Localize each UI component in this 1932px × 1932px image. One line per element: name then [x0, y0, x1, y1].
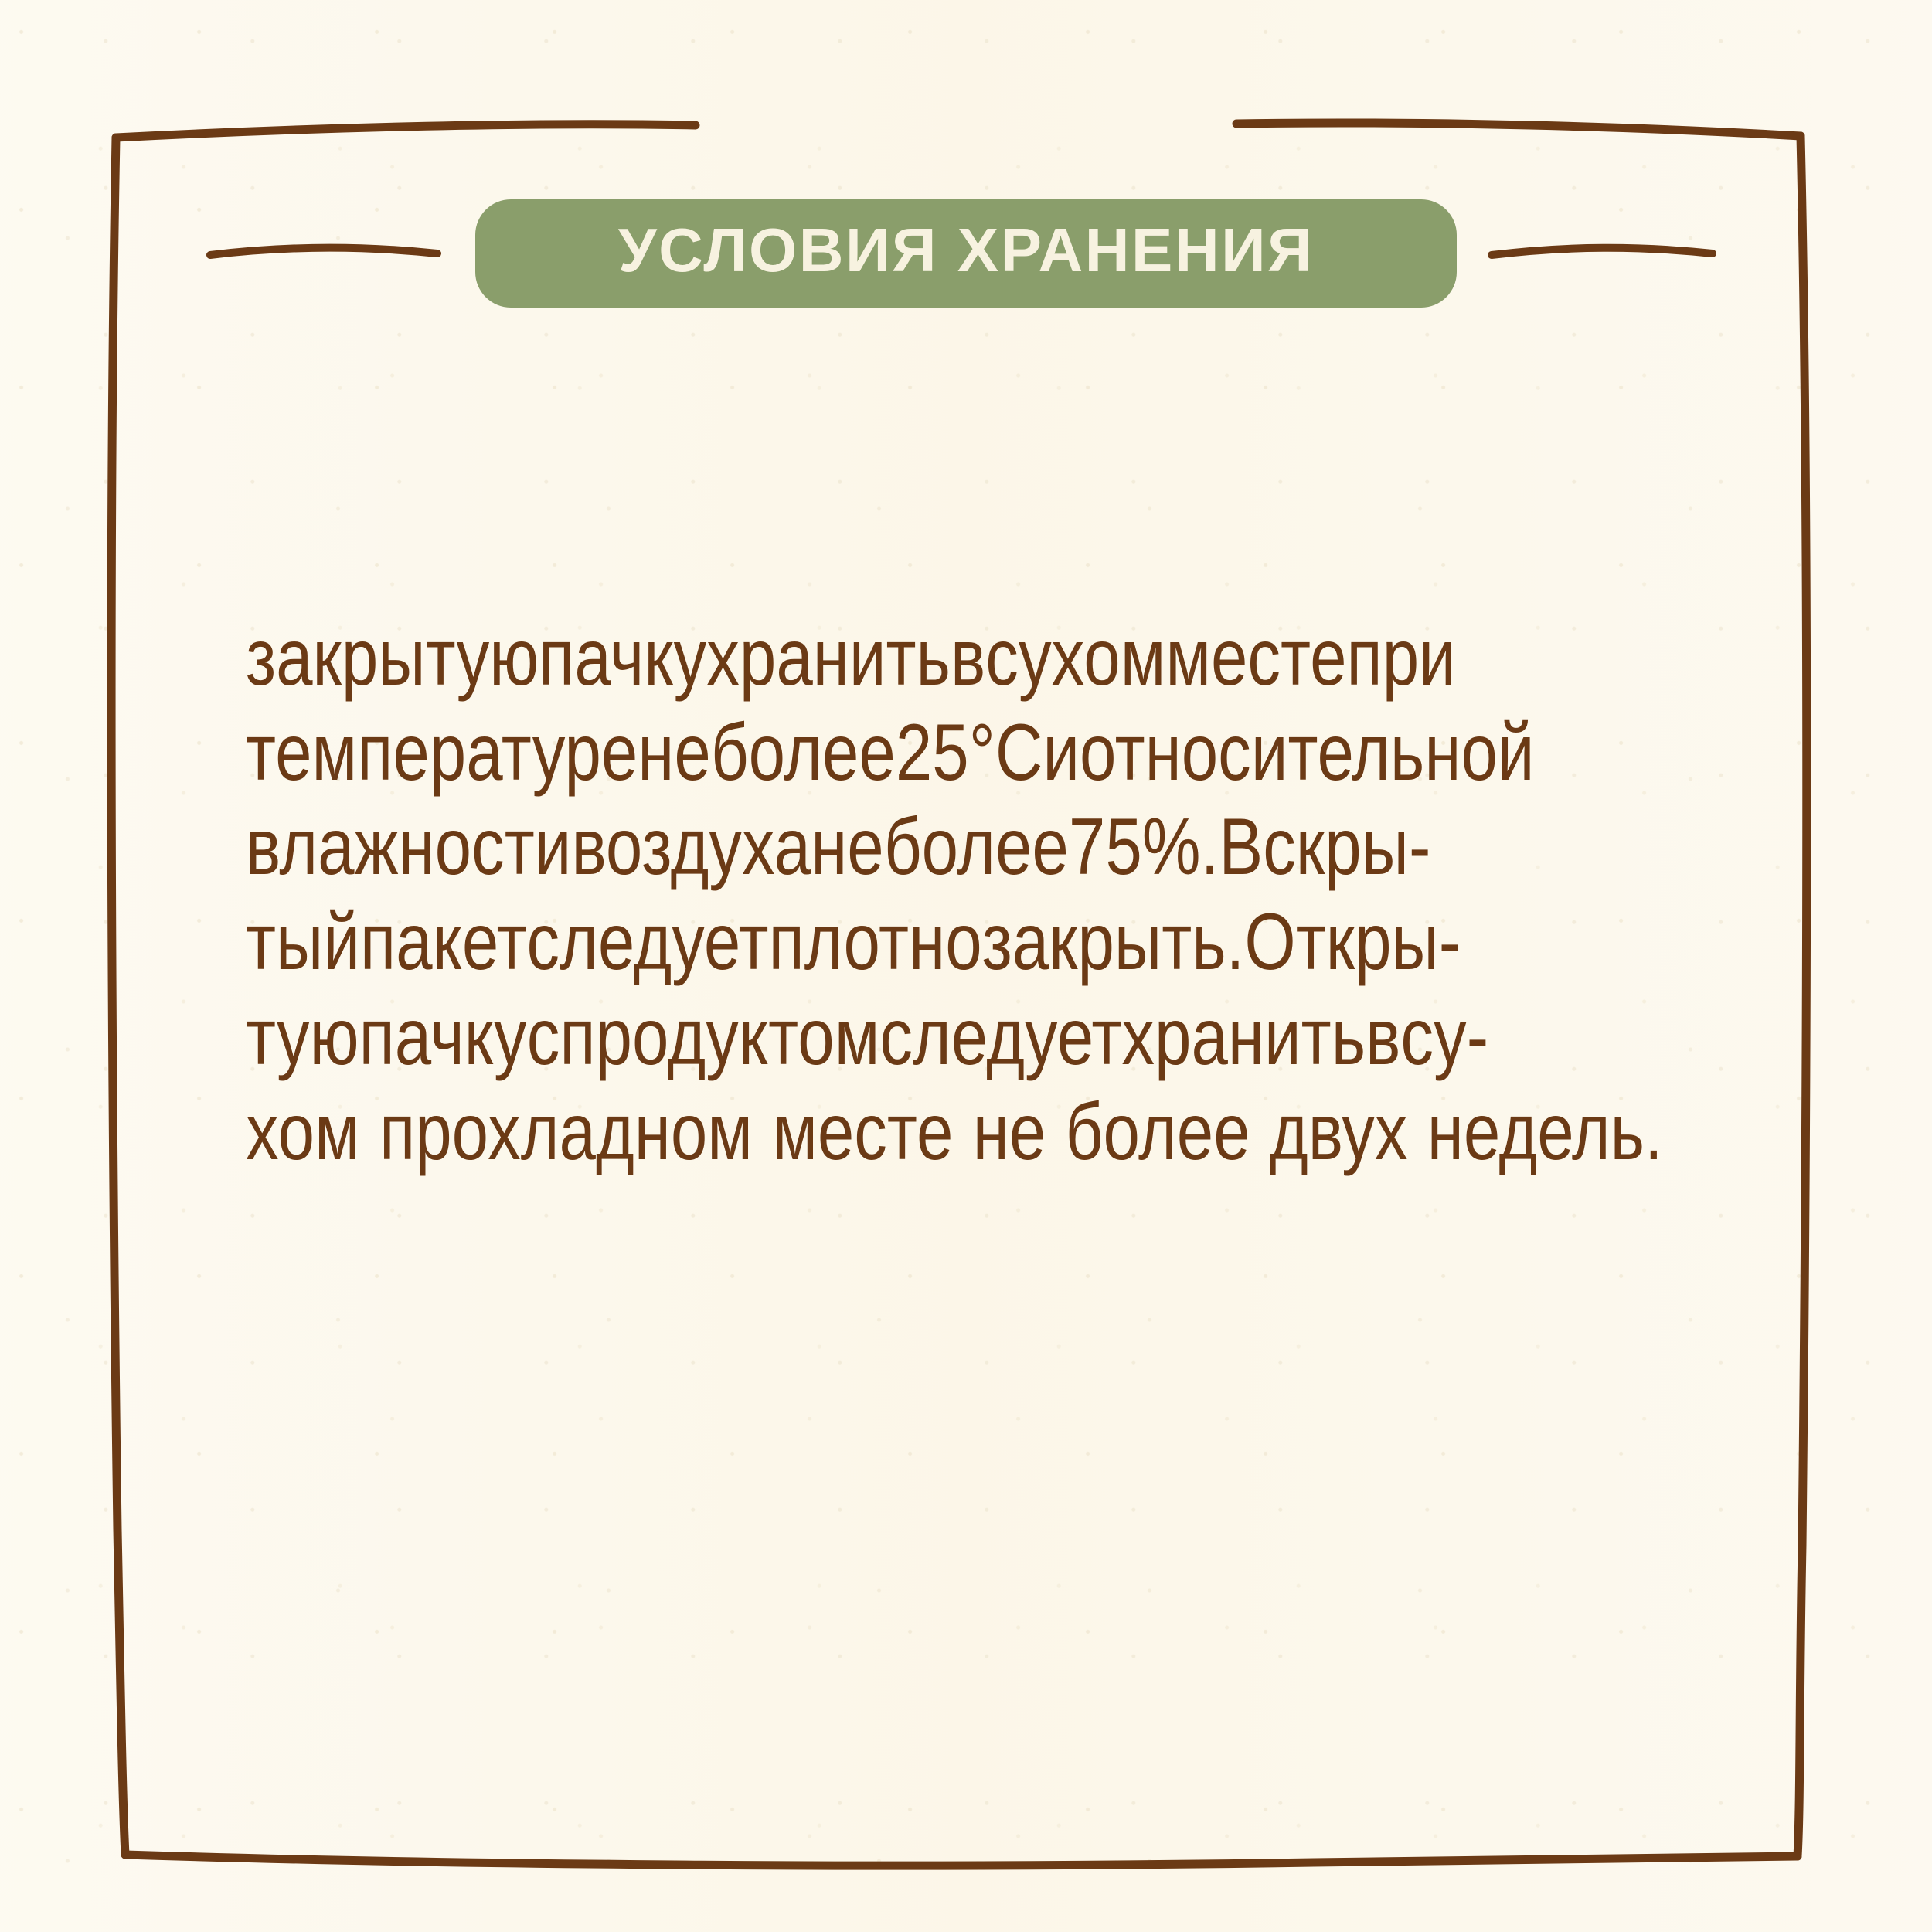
storage-instructions-text — [246, 611, 1663, 1179]
text-line: закрытую пачку хранить в сухом месте при — [246, 613, 1456, 702]
text-line: хом прохладном месте не более двух недель. — [246, 1087, 1663, 1177]
section-badge — [475, 199, 1457, 308]
section-title: УСЛОВИЯ ХРАНЕНИЯ — [617, 216, 1315, 284]
text-line: тую пачку с продуктом следует хранить в су- — [246, 992, 1489, 1082]
text-line: температуре не более 25°С и относительной — [246, 707, 1535, 798]
text-line: влажности воздуха не более 75%. Вскры- — [246, 802, 1431, 893]
text-line: тый пакет следует плотно закрыть. Откры- — [246, 897, 1461, 988]
